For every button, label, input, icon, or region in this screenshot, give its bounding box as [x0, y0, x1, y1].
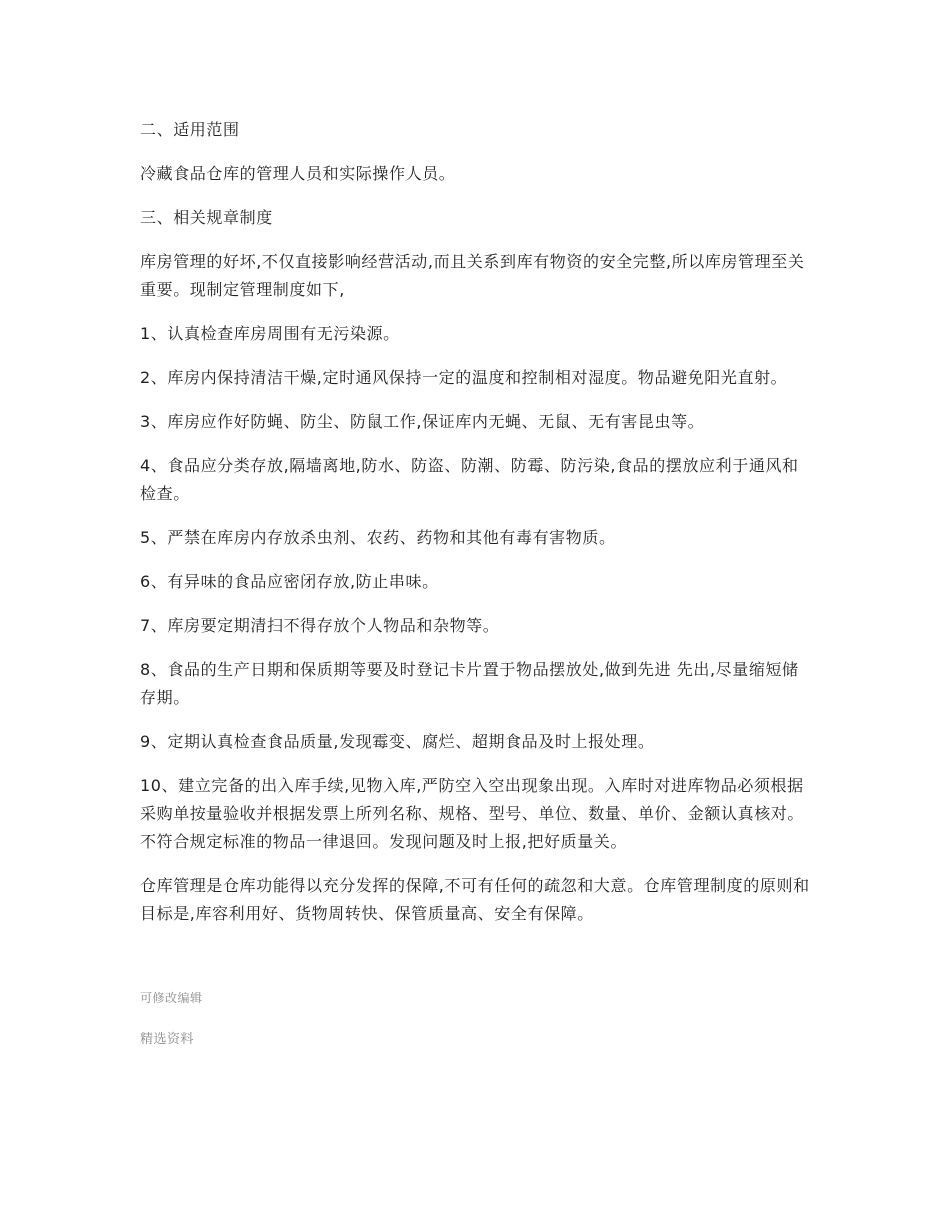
- rule-item: 1、认真检查库房周围有无污染源。: [140, 324, 400, 343]
- rule-item: 5、严禁在库房内存放杀虫剂、农药、药物和其他有毒有害物质。: [140, 528, 616, 547]
- intro-paragraph: 库房管理的好坏,不仅直接影响经营活动,而且关系到库有物资的安全完整,所以库房管理至关重要。现制定管理制度如下,: [140, 252, 805, 299]
- rule-item: 3、库房应作好防蝇、防尘、防鼠工作,保证库内无蝇、无鼠、无有害昆虫等。: [140, 412, 705, 431]
- rule-item: 8、食品的生产日期和保质期等要及时登记卡片置于物品摆放处,做到先进 先出,尽量缩短储存期。: [140, 660, 799, 707]
- rule-item: 2、库房内保持清洁干燥,定时通风保持一定的温度和控制相对湿度。物品避免阳光直射。: [140, 368, 788, 387]
- editable-note: 可修改编辑: [140, 991, 203, 1005]
- selected-note: 精选资料: [140, 1032, 195, 1047]
- rule-item: 10、建立完备的出入库手续,见物入库,严防空入空出现象出现。入库时对进库物品必须根据采购单按量验收并根据发票上所列名称、规格、型号、单位、数量、单价、金额认真核对。不符合规定标准的物品一律退回。发现问题及时上报,把好质量关。: [140, 776, 805, 851]
- rule-item: 9、定期认真检查食品质量,发现霉变、腐烂、超期食品及时上报处理。: [140, 732, 655, 751]
- rule-item: 6、有异味的食品应密闭存放,防止串味。: [140, 572, 439, 591]
- rule-item: 4、食品应分类存放,隔墙离地,防水、防盗、防潮、防霉、防污染,食品的摆放应利于通风和检查。: [140, 456, 799, 503]
- document-body: [140, 116, 815, 944]
- section-3-title: 三、相关规章制度: [140, 208, 273, 227]
- conclusion-paragraph: 仓库管理是仓库功能得以充分发挥的保障,不可有任何的疏忽和大意。仓库管理制度的原则和目标是,库容利用好、货物周转快、保管质量高、安全有保障。: [140, 876, 810, 923]
- rule-item: 7、库房要定期清扫不得存放个人物品和杂物等。: [140, 616, 500, 635]
- section-2-title: 二、适用范围: [140, 120, 240, 139]
- section-2-body: 冷藏食品仓库的管理人员和实际操作人员。: [140, 164, 456, 183]
